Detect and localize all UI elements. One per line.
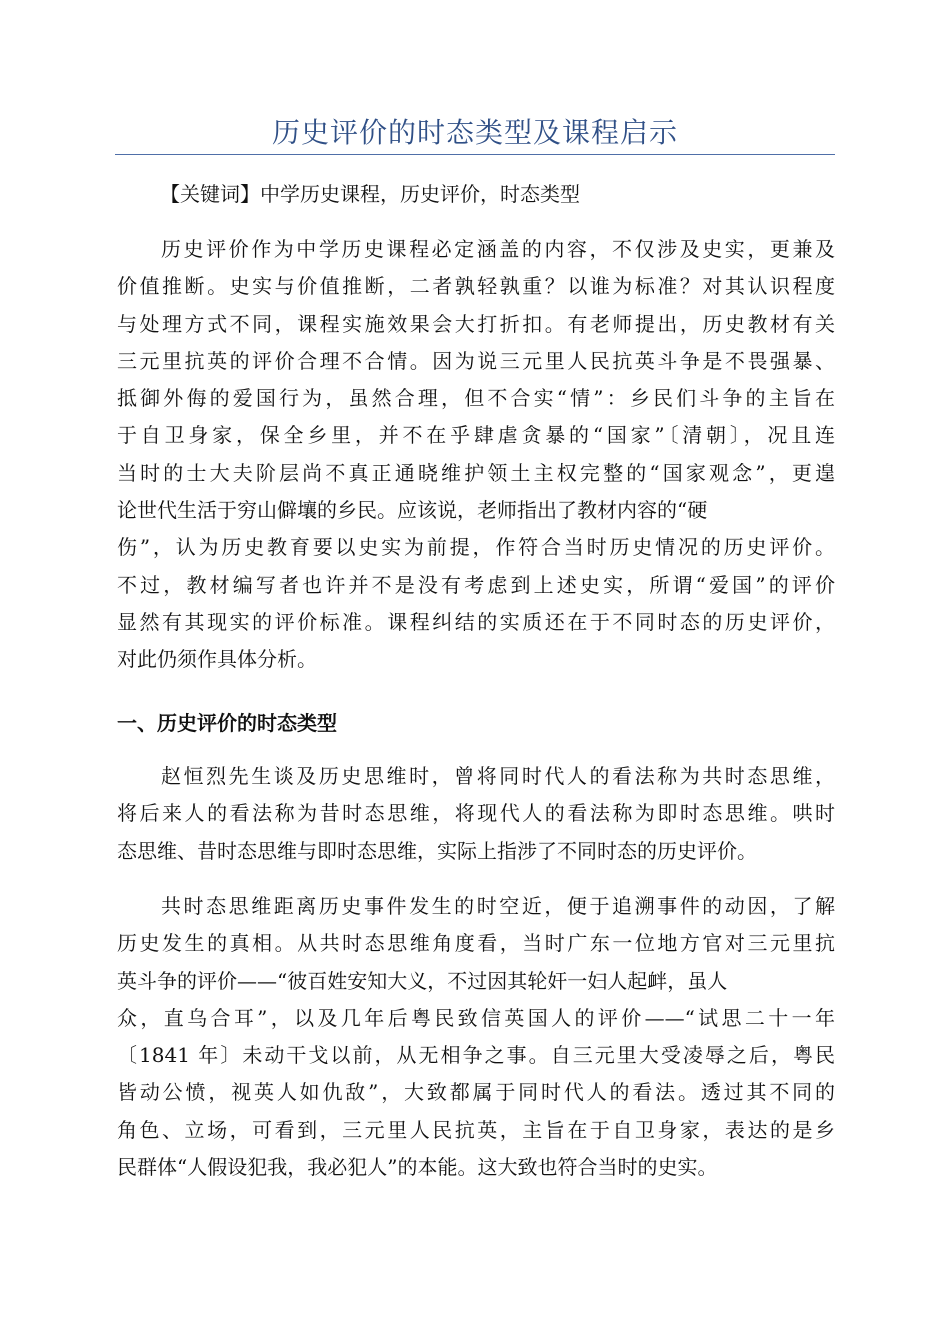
paragraph-line: 英斗争的评价——“彼百姓安知大义，不过因其轮奸一妇人起衅，虽人: [117, 968, 728, 993]
paragraph-line: 历史发生的真相。从共时态思维角度看，当时广东一位地方官对三元里抗: [117, 931, 835, 956]
paragraph-line: 论世代生活于穷山僻壤的乡民。应该说，老师指出了教材内容的“硬: [117, 498, 708, 523]
paragraph-3: [117, 888, 835, 1186]
paragraph-line: 〔1841 年〕未动干戈以前，从无相争之事。自三元里大受凌辱之后，粤民: [117, 1043, 835, 1068]
paragraph-line: 显然有其现实的评价标准。课程纠结的实质还在于不同时态的历史评价，: [117, 609, 835, 634]
paragraph-line: 伤”，认为历史教育要以史实为前提，作符合当时历史情况的历史评价。: [117, 535, 835, 560]
paragraph-line: 众，直乌合耳”，以及几年后粤民致信英国人的评价——“试思二十一年: [117, 1005, 835, 1030]
keywords-line: 【关键词】中学历史课程，历史评价，时态类型: [160, 182, 580, 206]
title-underline: [115, 154, 835, 155]
paragraph-line: 共时态思维距离历史事件发生的时空近，便于追溯事件的动因，了解: [161, 894, 835, 918]
paragraph-1: [117, 231, 835, 679]
paragraph-line: 角色、立场，可看到，三元里人民抗英，主旨在于自卫身家，表达的是乡: [117, 1117, 835, 1142]
paragraph-line: 与处理方式不同，课程实施效果会大打折扣。有老师提出，历史教材有关: [117, 311, 835, 336]
paragraph-line: 赵恒烈先生谈及历史思维时，曾将同时代人的看法称为共时态思维，: [161, 764, 835, 788]
paragraph-line: 当时的士大夫阶层尚不真正通晓维护领土主权完整的“国家观念”，更遑: [117, 460, 835, 485]
paragraph-line: 态思维、昔时态思维与即时态思维，实际上指涉了不同时态的历史评价。: [117, 838, 757, 863]
paragraph-2: [117, 758, 835, 870]
paragraph-line: 皆动公愤，视英人如仇敌”，大致都属于同时代人的看法。透过其不同的: [117, 1080, 835, 1105]
section-heading: 一、历史评价的时态类型: [117, 711, 337, 735]
paragraph-line: 不过，教材编写者也许并不是没有考虑到上述史实，所谓“爱国”的评价: [117, 572, 835, 597]
document-title: 历史评价的时态类型及课程启示: [271, 116, 678, 149]
paragraph-line: 抵御外侮的爱国行为，虽然合理，但不合实“情”：乡民们斗争的主旨在: [117, 386, 835, 411]
paragraph-line: 历史评价作为中学历史课程必定涵盖的内容，不仅涉及史实，更兼及: [161, 237, 835, 261]
paragraph-line: 将后来人的看法称为昔时态思维，将现代人的看法称为即时态思维。哄时: [117, 801, 835, 826]
paragraph-line: 价值推断。史实与价值推断，二者孰轻孰重？以谁为标准？对其认识程度: [117, 274, 835, 299]
paragraph-line: 于自卫身家，保全乡里，并不在乎肆虐贪暴的“国家”〔清朝〕，况且连: [117, 423, 835, 448]
paragraph-line: 对此仍须作具体分析。: [117, 647, 317, 672]
paragraph-line: 三元里抗英的评价合理不合情。因为说三元里人民抗英斗争是不畏强暴、: [117, 348, 835, 373]
paragraph-line: 民群体“人假设犯我，我必犯人”的本能。这大致也符合当时的史实。: [117, 1155, 718, 1180]
